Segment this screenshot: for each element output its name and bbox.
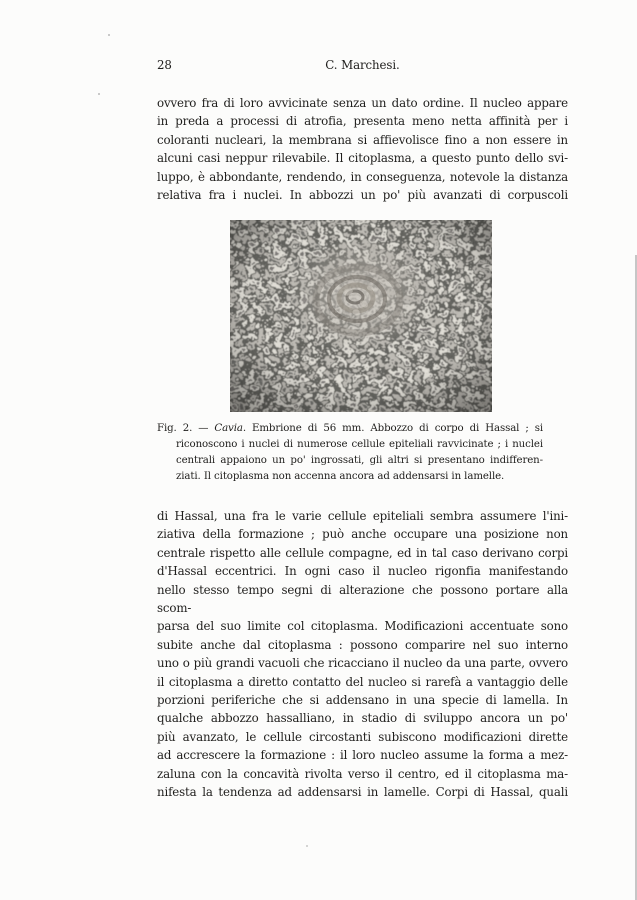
figure-caption bbox=[157, 421, 543, 485]
caption-line: ziati. Il citoplasma non accenna ancora ad addensarsi in lamelle. bbox=[176, 471, 505, 482]
text-line: nello stesso tempo segni di alterazione che possono portare alla scom- bbox=[157, 582, 568, 616]
caption-dash: — bbox=[198, 423, 209, 434]
text-line: alcuni casi neppur rilevabile. Il citoplasma, a questo punto dello svi- bbox=[157, 151, 568, 166]
text-line: nifesta la tendenza ad addensarsi in lamelle. Corpi di Hassal, quali bbox=[157, 785, 568, 800]
text-line: relativa fra i nuclei. In abbozzi un po' più avanzati di corpuscoli bbox=[157, 188, 568, 203]
text-line: ad accrescere la formazione : il loro nucleo assume la forma a mez- bbox=[157, 748, 568, 763]
figure-image bbox=[230, 220, 492, 412]
species-name: Cavia. bbox=[214, 423, 246, 434]
caption-line: centrali appaiono un po' ingrossati, gli altri si presentano indifferen- bbox=[176, 455, 543, 466]
text-line: ovvero fra di loro avvicinate senza un dato ordine. Il nucleo appare bbox=[157, 96, 568, 110]
caption-line: riconoscono i nuclei di numerose cellule epiteliali ravvicinate ; i nuclei bbox=[176, 439, 543, 450]
page-header bbox=[157, 58, 568, 74]
scan-speckle bbox=[98, 93, 100, 95]
text-line: in preda a processi di atrofia, presenta meno netta affinità per i bbox=[157, 114, 568, 129]
text-line: parsa del suo limite col citoplasma. Modificazioni accentuate sono bbox=[157, 619, 568, 634]
text-line: qualche abbozzo hassalliano, in stadio di sviluppo ancora un po' bbox=[157, 711, 568, 726]
text-line: di Hassal, una fra le varie cellule epiteliali sembra assumere l'ini- bbox=[157, 509, 568, 523]
scan-speckle bbox=[108, 34, 110, 36]
text-line: porzioni periferiche che si addensano in una specie di lamella. In bbox=[157, 693, 568, 708]
text-line: ziativa della formazione ; può anche occupare una posizione non bbox=[157, 527, 568, 542]
caption-line bbox=[157, 421, 543, 437]
text-line: più avanzato, le cellule circostanti subiscono modificazioni dirette bbox=[157, 729, 568, 744]
text-line: il citoplasma a diretto contatto del nucleo si rarefà a vantaggio delle bbox=[157, 674, 568, 689]
scan-speckle bbox=[306, 845, 308, 847]
text-line: luppo, è abbondante, rendendo, in conseguenza, notevole la distanza bbox=[157, 169, 568, 184]
text-line: d'Hassal eccentrici. In ogni caso il nucleo rigonfia manifestando bbox=[157, 564, 568, 579]
text-line: centrale rispetto alle cellule compagne, ed in tal caso derivano corpi bbox=[157, 545, 568, 560]
paragraph-1 bbox=[157, 94, 568, 204]
text-line: coloranti nucleari, la membrana si affievolisce fino a non essere in bbox=[157, 132, 568, 147]
paragraph-2 bbox=[157, 507, 568, 802]
caption-text: Embrione di 56 mm. Abbozzo di corpo di Hassal ; si bbox=[252, 423, 544, 434]
text-line: subite anche dal citoplasma : possono comparire nel suo interno bbox=[157, 637, 568, 652]
text-line: zaluna con la concavità rivolta verso il centro, ed il citoplasma ma- bbox=[157, 766, 568, 781]
text-line: uno o più grandi vacuoli che ricacciano il nucleo da una parte, ovvero bbox=[157, 656, 568, 671]
running-header: C. Marchesi. bbox=[325, 58, 400, 72]
page-number: 28 bbox=[157, 58, 172, 72]
figure-label: Fig. 2. bbox=[157, 423, 193, 434]
